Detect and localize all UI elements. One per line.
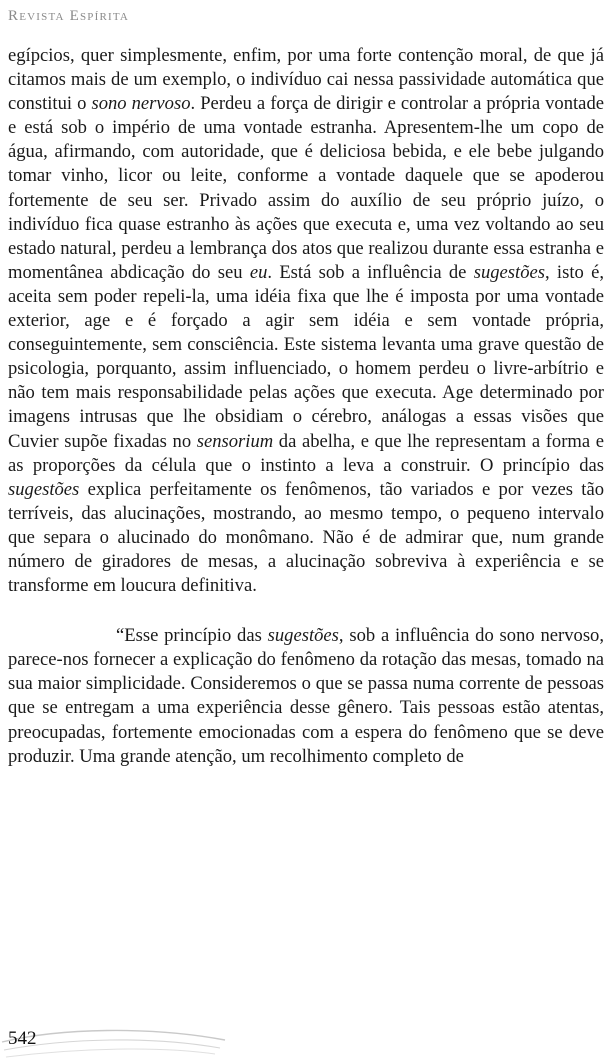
page-number: 542: [8, 1028, 37, 1049]
text-segment: , sob a influência do sono nervoso, parece-nos fornecer a explicação do fenômeno da rotação das mesas, tomado na sua maior simplicidade. Consideremos o que se passa numa corrente de pessoas que se entregam a uma experiência desse gênero. Tais pessoas estão atentas, preocupadas, fortemente emocionadas com a espera do fenômeno que se deve produzir. Uma grande atenção, um recolhimento completo de: [8, 625, 604, 767]
text-segment: “Esse princípio das: [116, 625, 268, 647]
text-segment: . Está sob a influência de: [267, 261, 474, 283]
text-segment: , isto é, aceita sem poder repeli-la, uma idéia fixa que lhe é imposta por uma vontade exterior, age e é forçado a agir sem idéia e sem vontade própria, conseguintemente, sem consciência. Este sistema levanta uma grave questão de psicologia, porquanto, assim influenciado, o homem perdeu o livre-arbítrio e não tem mais responsabilidade pelas ações que executa. Age determinado por imagens intrusas que lhe obsidiam o cérebro, análogas a essas visões que Cuvier supõe fixadas no: [8, 261, 604, 452]
italic-term: sugestões: [8, 478, 80, 500]
paragraph: [8, 624, 604, 769]
text-segment: egípcios, quer simplesmente, enfim, por uma forte contenção moral, de que já citamos mais de um exemplo, o indivíduo cai nessa passividade automática que constitui o: [8, 45, 604, 115]
text-segment: explica perfeitamente os fenômenos, tão variados e por vezes tão terríveis, das alucinações, mostrando, ao mesmo tempo, o pequeno intervalo que separa o alucinado do monômano. Não é de admirar que, num grande número de giradores de mesas, a alucinação sobreviva à experiência e se transforme em loucura definitiva.: [8, 478, 604, 597]
running-head: Revista Espírita: [8, 8, 130, 24]
italic-term: eu: [249, 261, 268, 283]
text-segment: da abelha, e que lhe representam a forma e as proporções da célula que o instinto a leva a construir. O princípio das: [8, 430, 604, 476]
paragraph: [8, 44, 604, 598]
body-text: [8, 44, 604, 769]
italic-term: sensorium: [196, 430, 274, 452]
italic-term: sono nervoso: [91, 93, 191, 115]
text-segment: . Perdeu a força de dirigir e controlar a própria vontade e está sob o império de uma vontade estranha. Apresentem-lhe um copo de água, afirmando, com autoridade, que é deliciosa bebida, e ele bebe julgando tomar vinho, licor ou leite, conforme a vontade daquele que se apoderou fortemente de seu ser. Privado assim do auxílio de seu próprio juízo, o indivíduo fica quase estranho às ações que executa e, uma vez voltando ao seu estado natural, perdeu a lembrança dos atos que realizou durante essa estranha e momentânea abdicação do seu: [8, 93, 604, 283]
italic-term: sugestões: [473, 261, 545, 283]
italic-term: sugestões: [267, 625, 339, 647]
